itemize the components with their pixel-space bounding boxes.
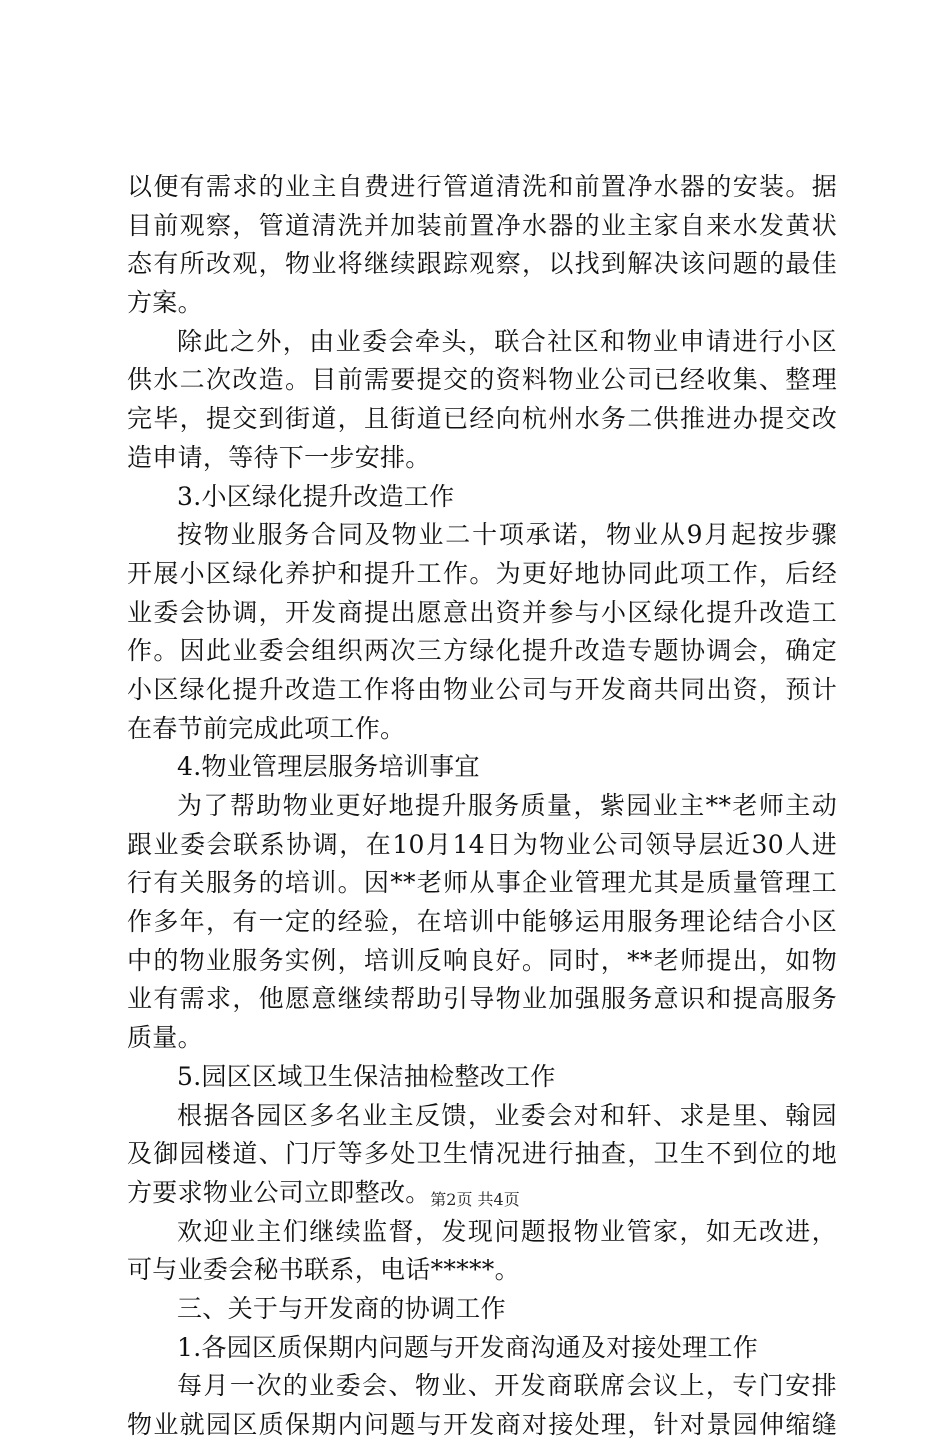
text-line: 业有需求，他愿意继续帮助引导物业加强服务意识和提高服务 <box>127 984 837 1014</box>
text-line: 物业就园区质保期内问题与开发商对接处理，针对景园伸缩缝 <box>127 1410 837 1439</box>
text-line: 质量。 <box>127 1023 203 1053</box>
text-line: 造申请，等待下一步安排。 <box>127 442 431 472</box>
text-line: 4.物业管理层服务培训事宜 <box>177 752 480 782</box>
text-line: 三、关于与开发商的协调工作 <box>177 1293 506 1323</box>
text-line: 根据各园区多名业主反馈，业委会对和轩、求是里、翰园 <box>177 1100 837 1130</box>
text-line: 目前观察，管道清洗并加装前置净水器的业主家自来水发黄状 <box>127 210 837 240</box>
document-body <box>127 168 837 1445</box>
text-line: 可与业委会秘书联系，电话*****。 <box>127 1255 520 1285</box>
text-line: 以便有需求的业主自费进行管道清洗和前置净水器的安装。据 <box>127 172 837 201</box>
text-line: 中的物业服务实例，培训反响良好。同时，**老师提出，如物 <box>127 945 837 975</box>
text-line: 3.小区绿化提升改造工作 <box>177 481 455 511</box>
text-line: 在春节前完成此项工作。 <box>127 713 406 743</box>
text-line: 5.园区区域卫生保洁抽检整改工作 <box>177 1061 556 1091</box>
text-line: 及御园楼道、门厅等多处卫生情况进行抽查，卫生不到位的地 <box>127 1139 837 1169</box>
text-line: 小区绿化提升改造工作将由物业公司与开发商共同出资，预计 <box>127 674 837 704</box>
text-line: 供水二次改造。目前需要提交的资料物业公司已经收集、整理 <box>127 365 837 395</box>
text-line: 方要求物业公司立即整改。 <box>127 1177 431 1207</box>
text-line: 每月一次的业委会、物业、开发商联席会议上，专门安排 <box>177 1371 837 1401</box>
text-line: 完毕，提交到街道，且街道已经向杭州水务二供推进办提交改 <box>127 404 837 434</box>
text-line: 开展小区绿化养护和提升工作。为更好地协同此项工作，后经 <box>127 558 837 588</box>
text-line: 欢迎业主们继续监督，发现问题报物业管家，如无改进， <box>177 1216 837 1246</box>
text-line: 跟业委会联系协调，在10月14日为物业公司领导层近30人进 <box>127 829 837 859</box>
text-line: 除此之外，由业委会牵头，联合社区和物业申请进行小区 <box>177 326 837 356</box>
page-footer: 第2页 共4页 <box>430 1190 520 1209</box>
text-line: 1.各园区质保期内问题与开发商沟通及对接处理工作 <box>177 1332 759 1362</box>
text-line: 为了帮助物业更好地提升服务质量，紫园业主**老师主动 <box>177 791 837 820</box>
text-line: 业委会协调，开发商提出愿意出资并参与小区绿化提升改造工 <box>127 597 837 627</box>
text-line: 作。因此业委会组织两次三方绿化提升改造专题协调会，确定 <box>127 636 837 666</box>
text-line: 作多年，有一定的经验，在培训中能够运用服务理论结合小区 <box>127 907 837 937</box>
text-line: 行有关服务的培训。因**老师从事企业管理尤其是质量管理工 <box>127 868 837 898</box>
text-line: 态有所改观，物业将继续跟踪观察，以找到解决该问题的最佳 <box>127 249 837 279</box>
text-line: 方案。 <box>127 288 203 318</box>
text-line: 按物业服务合同及物业二十项承诺，物业从9月起按步骤 <box>177 520 837 550</box>
